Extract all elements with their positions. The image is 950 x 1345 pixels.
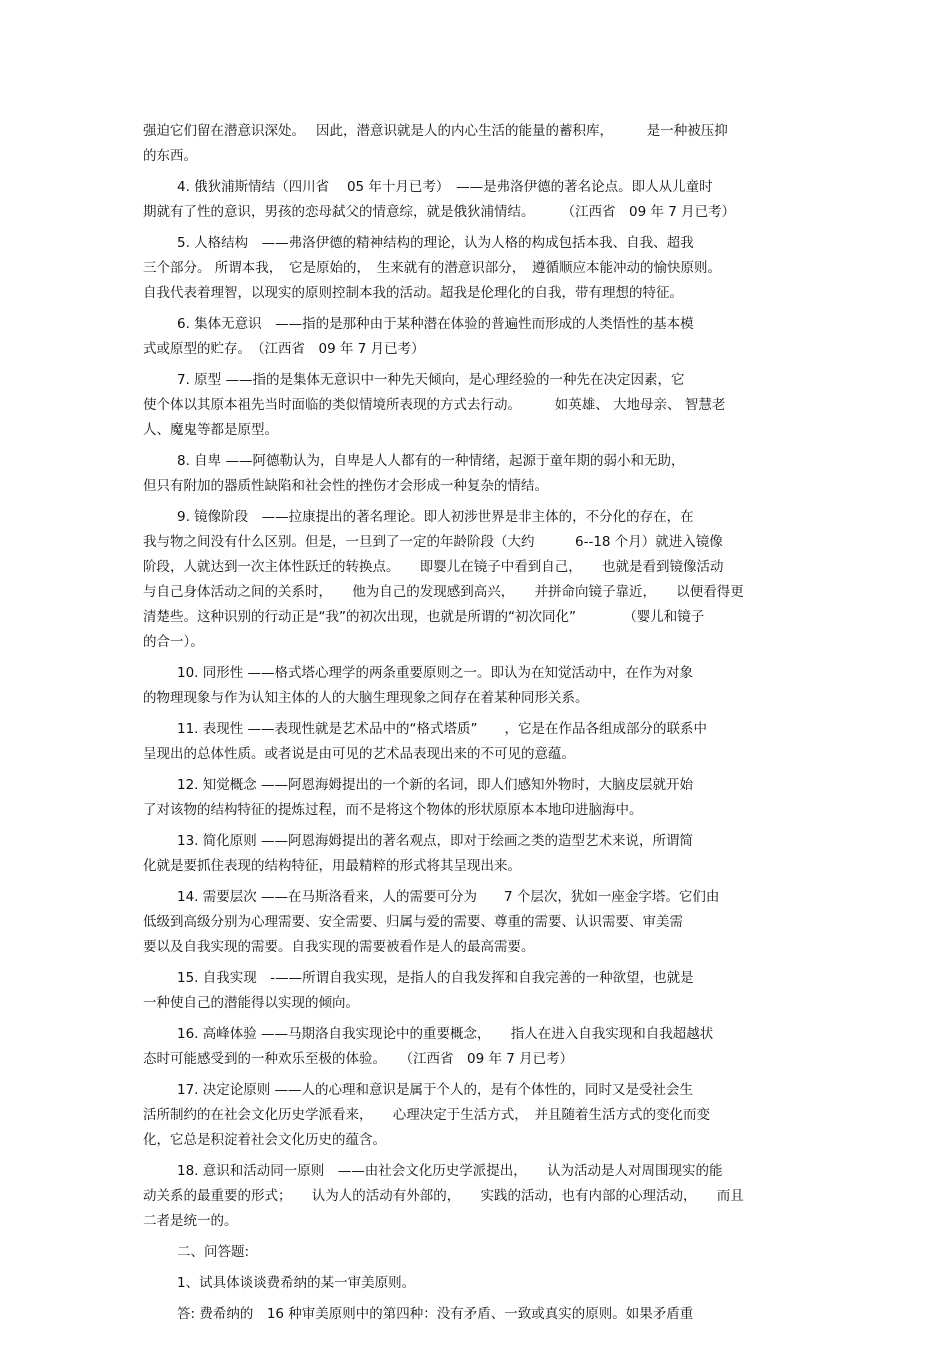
term-13-simplification — [143, 829, 808, 879]
text-line: 要以及自我实现的需要。自我实现的需要被看作是人的最高需要。 — [143, 939, 535, 955]
term-10-isomorphism — [143, 661, 808, 711]
term-9-mirror-stage — [143, 505, 808, 655]
text-line: 15. 自我实现 -——所谓自我实现，是指人的自我发挥和自我完善的一种欲望，也就是 — [177, 970, 694, 986]
text-line: 人、魔鬼等都是原型。 — [143, 422, 278, 438]
text-line: 1、试具体谈谈费希纳的某一审美原则。 — [177, 1275, 416, 1291]
document-body — [143, 119, 808, 1333]
answer-1 — [143, 1302, 808, 1327]
text-line: 11. 表现性 ——表现性就是艺术品中的“格式塔质” ，它是在作品各组成部分的联系中 — [177, 721, 708, 737]
text-line: 16. 高峰体验 ——马期洛自我实现论中的重要概念， 指人在进入自我实现和自我超越状 — [177, 1026, 714, 1042]
term-15-self-actualization — [143, 966, 808, 1016]
text-line: 的物理现象与作为认知主体的人的大脑生理现象之间存在着某种同形关系。 — [143, 690, 589, 706]
text-line: 7. 原型 ——指的是集体无意识中一种先天倾向，是心理经验的一种先在决定因素，它 — [177, 372, 685, 388]
text-line: 18. 意识和活动同一原则 ——由社会文化历史学派提出， 认为活动是人对周围现实的能 — [177, 1163, 723, 1179]
text-line: 了对该物的结构特征的提炼过程，而不是将这个物体的形状原原本本地印进脑海中。 — [143, 802, 643, 818]
text-line: 一种使自己的潜能得以实现的倾向。 — [143, 995, 359, 1011]
text-line: 17. 决定论原则 ——人的心理和意识是属于个人的，是有个体性的，同时又是受社会生 — [177, 1082, 694, 1098]
text-line: 态时可能感受到的一种欢乐至极的体验。 （江西省 09 年 7 月已考） — [143, 1051, 574, 1067]
term-6-collective-unconscious — [143, 312, 808, 362]
text-line: 自我代表着理智，以现实的原则控制本我的活动。超我是伦理化的自我，带有理想的特征。 — [143, 285, 683, 301]
text-line: 9. 镜像阶段 ——拉康提出的著名理论。即人初涉世界是非主体的，不分化的存在，在 — [177, 509, 694, 525]
term-17-determinism — [143, 1078, 808, 1153]
text-line: 三个部分。 所谓本我， 它是原始的， 生来就有的潜意识部分， 遵循顺应本能冲动的愉快原则。 — [143, 260, 722, 276]
text-line: 阶段，人就达到一次主体性跃迁的转换点。 即婴儿在镜子中看到自己， 也就是看到镜像活动 — [143, 559, 724, 575]
term-16-peak-experience — [143, 1022, 808, 1072]
text-line: 活所制约的在社会文化历史学派看来， 心理决定于生活方式， 并且随着生活方式的变化而变 — [143, 1107, 710, 1123]
text-line: 10. 同形性 ——格式塔心理学的两条重要原则之一。即认为在知觉活动中，在作为对象 — [177, 665, 694, 681]
term-14-hierarchy-of-needs — [143, 885, 808, 960]
text-line: 的合一）。 — [143, 634, 204, 650]
text-line: 期就有了性的意识，男孩的恋母弑父的情意综，就是俄狄浦情结。 （江西省 09 年 7 月已考） — [143, 204, 736, 220]
text-line: 13. 简化原则 ——阿恩海姆提出的著名观点，即对于绘画之类的造型艺术来说，所谓简 — [177, 833, 694, 849]
text-line: 我与物之间没有什么区别。但是，一旦到了一定的年龄阶段（大约 6--18 个月）就进入镜像 — [143, 534, 723, 550]
text-line: 8. 自卑 ——阿德勒认为，自卑是人人都有的一种情绪，起源于童年期的弱小和无助， — [177, 453, 685, 469]
text-line: 清楚些。这种识别的行动正是“我”的初次出现，也就是所谓的“初次同化” （婴儿和镜子 — [143, 609, 705, 625]
term-4-oedipus-complex — [143, 175, 808, 225]
text-line: 二者是统一的。 — [143, 1213, 238, 1229]
text-line: 使个体以其原本祖先当时面临的类似情境所表现的方式去行动。 如英雄、 大地母亲、 智慧老 — [143, 397, 726, 413]
text-line: 但只有附加的器质性缺陷和社会性的挫伤才会形成一种复杂的情结。 — [143, 478, 548, 494]
text-line: 强迫它们留在潜意识深处。 因此，潜意识就是人的内心生活的能量的蓄积库， 是一种被压抑 — [143, 123, 728, 139]
paragraph-continuation — [143, 119, 808, 169]
text-line: 低级到高级分别为心理需要、安全需要、归属与爱的需要、尊重的需要、认识需要、审美需 — [143, 914, 683, 930]
text-line: 4. 俄狄浦斯情结（四川省 05 年十月已考） ——是弗洛伊德的著名论点。即人从儿童时 — [177, 179, 713, 195]
term-7-archetype — [143, 368, 808, 443]
term-8-inferiority — [143, 449, 808, 499]
text-line: 6. 集体无意识 ——指的是那种由于某种潜在体验的普遍性而形成的人类悟性的基本模 — [177, 316, 694, 332]
text-line: 5. 人格结构 ——弗洛伊德的精神结构的理论，认为人格的构成包括本我、自我、超我 — [177, 235, 694, 251]
text-line: 答: 费希纳的 16 种审美原则中的第四种：没有矛盾、一致或真实的原则。如果矛盾重 — [177, 1306, 694, 1322]
question-1 — [143, 1271, 808, 1296]
text-line: 二、问答题: — [177, 1244, 250, 1260]
text-line: 12. 知觉概念 ——阿恩海姆提出的一个新的名词，即人们感知外物时，大脑皮层就开始 — [177, 777, 694, 793]
text-line: 呈现出的总体性质。或者说是由可见的艺术品表现出来的不可见的意蕴。 — [143, 746, 575, 762]
text-line: 化，它总是积淀着社会文化历史的蕴含。 — [143, 1132, 386, 1148]
text-line: 与自己身体活动之间的关系时， 他为自己的发现感到高兴， 并拼命向镜子靠近， 以便看得更 — [143, 584, 744, 600]
text-line: 14. 需要层次 ——在马斯洛看来，人的需要可分为 7 个层次，犹如一座金字塔。它们由 — [177, 889, 720, 905]
term-11-expressiveness — [143, 717, 808, 767]
text-line: 式或原型的贮存。 （江西省 09 年 7 月已考） — [143, 341, 425, 357]
text-line: 的东西。 — [143, 148, 197, 164]
term-12-perceptual-concept — [143, 773, 808, 823]
term-5-personality-structure — [143, 231, 808, 306]
text-line: 化就是要抓住表现的结构特征，用最精粹的形式将其呈现出来。 — [143, 858, 521, 874]
text-line: 动关系的最重要的形式； 认为人的活动有外部的， 实践的活动，也有内部的心理活动， 而且 — [143, 1188, 744, 1204]
term-18-unity-of-consciousness-activity — [143, 1159, 808, 1234]
section-heading-questions — [143, 1240, 808, 1265]
